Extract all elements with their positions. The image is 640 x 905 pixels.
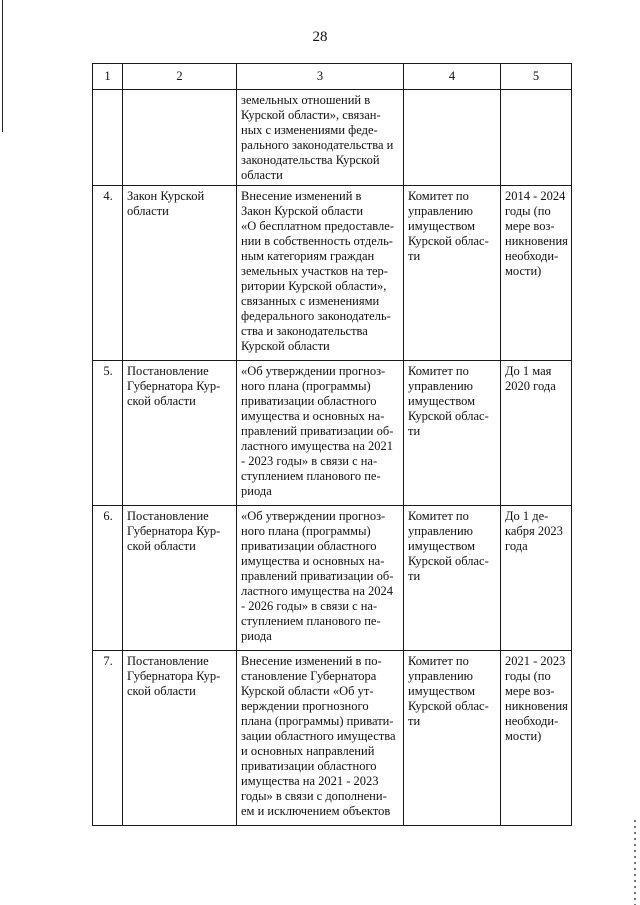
deadline: До 1 де- кабря 2023 года	[501, 506, 572, 651]
document-type: Постановление Губернатора Кур- ской области	[123, 651, 237, 826]
row-number: 6.	[93, 506, 123, 651]
document-type: Постановление Губернатора Кур- ской области	[123, 506, 237, 651]
table-row	[93, 361, 572, 506]
header-cell: 3	[237, 64, 404, 90]
executor	[404, 90, 501, 186]
measure-content: Внесение изменений в Закон Курской области «О бесплатном предоставле- нии в собственность отдель- ным категориям граждан земельных участков на тер- ритории Курской области», связанных с изменениями федерального законодатель- ства и законодательства Курской области	[237, 186, 404, 361]
page-number: 28	[312, 29, 328, 45]
measure-content: «Об утверждении прогноз- ного плана (программы) приватизации областного имущества и основных на- правлений приватизации об- ластного имущества на 2021 - 2023 годы» в связи с на- ступлением планового пе- риода	[237, 361, 404, 506]
header-cell: 1	[93, 64, 123, 90]
executor: Комитет по управлению имуществом Курской облас- ти	[404, 651, 501, 826]
header-row	[93, 64, 572, 90]
executor: Комитет по управлению имуществом Курской облас- ти	[404, 186, 501, 361]
row-number: 5.	[93, 361, 123, 506]
header-cell: 4	[404, 64, 501, 90]
table-row	[93, 506, 572, 651]
executor: Комитет по управлению имуществом Курской облас- ти	[404, 361, 501, 506]
deadline: 2014 - 2024 годы (по мере воз- никновения необходи- мости)	[501, 186, 572, 361]
deadline	[501, 90, 572, 186]
header-cell: 5	[501, 64, 572, 90]
row-number	[93, 90, 123, 186]
table-row	[93, 651, 572, 826]
plan-table	[92, 63, 572, 826]
measure-content: Внесение изменений в по- становление Губернатора Курской области «Об ут- верждении прогнозного плана (программы) привати- зации областного имущества и основных направлений приватизации областного имущества на 2021 - 2023 годы» в связи с дополнени- ем и исключением объектов	[237, 651, 404, 826]
row-number: 7.	[93, 651, 123, 826]
executor: Комитет по управлению имуществом Курской облас- ти	[404, 506, 501, 651]
table-row	[93, 186, 572, 361]
deadline: До 1 мая 2020 года	[501, 361, 572, 506]
table-row	[93, 90, 572, 186]
row-number: 4.	[93, 186, 123, 361]
document-type: Закон Курской области	[123, 186, 237, 361]
document-type	[123, 90, 237, 186]
scan-edge-dots	[634, 820, 636, 905]
deadline: 2021 - 2023 годы (по мере воз- никновения необходи- мости)	[501, 651, 572, 826]
header-cell: 2	[123, 64, 237, 90]
document-type: Постановление Губернатора Кур- ской области	[123, 361, 237, 506]
scan-edge-mark	[2, 0, 3, 132]
measure-content: земельных отношений в Курской области», связан- ных с изменениями феде- рального законодательства и законодательства Курской области	[237, 90, 404, 186]
measure-content: «Об утверждении прогноз- ного плана (программы) приватизации областного имущества и основных на- правлений приватизации об- ластного имущества на 2024 - 2026 годы» в связи с на- ступлением планового пе- риода	[237, 506, 404, 651]
